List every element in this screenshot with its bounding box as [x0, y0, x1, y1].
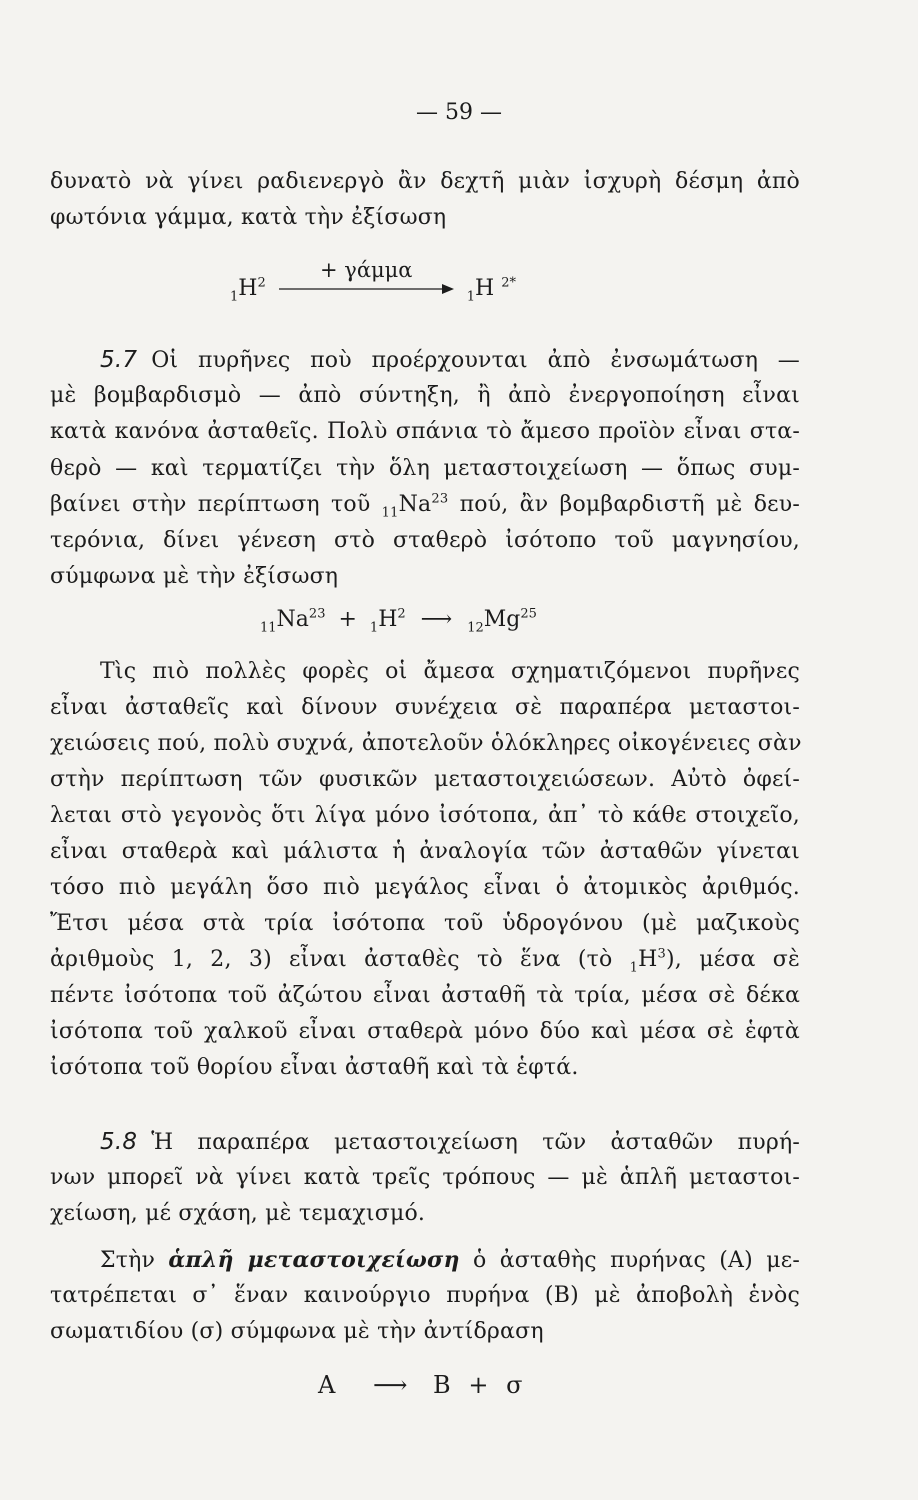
text-line: τατρέπεται σ᾽ ἕναν καινούργιο πυρήνα (Β) μὲ ἀποβολὴ ἑνὸς: [50, 1283, 800, 1308]
page-number: — 59 —: [416, 100, 502, 125]
text-line: ἰσότοπα τοῦ θορίου εἶναι ἀσταθῆ καὶ τὰ ἑφτά.: [50, 1055, 579, 1080]
text-line: κατὰ κανόνα ἀσταθεῖς. Πολὺ σπάνια τὸ ἄμεσο προϊὸν εἶναι στα-: [50, 419, 800, 444]
right-arrow-icon: ⟶: [372, 1371, 408, 1399]
text-span: πού, ἂν βομβαρδιστῆ μὲ δευ-: [459, 492, 800, 517]
text-span: βαίνει στὴν περίπτωση τοῦ: [50, 492, 371, 517]
element-symbol: Na: [398, 492, 432, 517]
text-line: Ἔτσι μέσα στὰ τρία ἰσότοπα τοῦ ὑδρογόνου (μὲ μαζικοὺς: [50, 911, 800, 936]
text-span: Στὴν: [100, 1248, 156, 1273]
element-symbol: Na: [276, 607, 309, 632]
text-span: ὁ ἀσταθὴς πυρήνας (Α) με-: [472, 1248, 800, 1273]
text-line-with-isotope: [50, 943, 800, 977]
text-line: τόσο πιὸ μεγάλη ὅσο πιὸ μεγάλος εἶναι ὁ ἀτομικὸς ἀριθμός.: [50, 875, 800, 900]
mass-number: 2: [397, 606, 406, 622]
text-span: Οἱ πυρῆνες ποὺ προέρχουνται ἀπὸ ἐνσωμάτωση —: [151, 348, 800, 373]
section-number: 5.8: [100, 1129, 138, 1155]
element-symbol: H: [378, 607, 398, 632]
atomic-number: 1: [369, 620, 379, 636]
element-symbol: Mg: [483, 607, 521, 632]
section-number: 5.7: [100, 347, 138, 373]
text-line: λεται στὸ γεγονὸς ὅτι λίγα μόνο ἰσότοπα, ἀπ᾽ τὸ κάθε στοιχεῖο,: [50, 803, 800, 828]
text-line: Τὶς πιὸ πολλὲς φορὲς οἱ ἄμεσα σχηματιζόμενοι πυρῆνες: [100, 659, 800, 684]
right-arrow-icon: ⟶: [420, 607, 453, 632]
text-line: εἶναι ἀσταθεῖς καὶ δίνουν συνέχεια σὲ παραπέρα μεταστοι-: [50, 695, 800, 720]
plus-sign: +: [468, 1371, 489, 1399]
right-arrow-icon: [279, 283, 454, 295]
text-line: χειώσεις πού, πολὺ συχνά, ἀποτελοῦν ὁλόκληρες οἰκογένειες σὰν: [50, 731, 802, 756]
atomic-number: 1: [466, 289, 476, 305]
particle-sigma: σ: [506, 1371, 523, 1399]
text-line: δυνατὸ νὰ γίνει ραδιενεργὸ ἂν δεχτῆ μιὰν ἰσχυρὴ δέσμη ἀπὸ: [50, 169, 800, 194]
mass-number: 2*: [501, 275, 516, 291]
text-line: στὴν περίπτωση τῶν φυσικῶν μεταστοιχειώσεων. Αὐτὸ ὀφεί-: [50, 767, 800, 792]
text-line: φωτόνια γάμμα, κατὰ τὴν ἐξίσωση: [50, 205, 447, 230]
mass-number: 2: [257, 275, 266, 291]
text-line: σύμφωνα μὲ τὴν ἐξίσωση: [50, 564, 339, 589]
nucleus-b: Β: [433, 1371, 451, 1399]
element-symbol: H: [475, 276, 495, 301]
nucleus-a: Α: [318, 1371, 336, 1399]
section-5-8-first-line: [100, 1125, 800, 1160]
text-line: τερόνια, δίνει γένεση στὸ σταθερὸ ἰσότοπο τοῦ μαγνησίου,: [50, 528, 800, 553]
text-line: νων μπορεῖ νὰ γίνει κατὰ τρεῖς τρόπους — μὲ ἁπλῆ μεταστοι-: [50, 1165, 800, 1190]
section-5-7-first-line: [100, 343, 800, 378]
element-symbol: H: [638, 947, 658, 972]
text-line-with-emphasis: [100, 1243, 800, 1278]
atomic-number: 1: [230, 289, 239, 305]
equation-sodium-deuteron: [260, 603, 537, 637]
text-line: σωματιδίου (σ) σύμφωνα μὲ τὴν ἀντίδραση: [50, 1319, 544, 1344]
equation-simple-transmutation: [318, 1368, 522, 1402]
plus-sign: +: [338, 607, 357, 632]
text-line: πέντε ἰσότοπα τοῦ ἀζώτου εἶναι ἀσταθῆ τὰ τρία, μέσα σὲ δέκα: [50, 983, 800, 1008]
text-span: Ἡ παραπέρα μεταστοιχείωση τῶν ἀσταθῶν πυρή-: [151, 1130, 800, 1155]
atomic-number: 1: [629, 960, 639, 976]
text-line: χείωση, μέ σχάση, μὲ τεμαχισμό.: [50, 1201, 426, 1226]
text-line-with-isotope: [50, 488, 800, 522]
equation-deuteron-gamma: [230, 258, 516, 306]
text-span: ἀριθμοὺς 1, 2, 3) εἶναι ἀσταθὲς τὸ ἕνα (τὸ: [50, 947, 613, 972]
mass-number: 3: [657, 946, 667, 962]
text-line: θερὸ — καὶ τερματίζει τὴν ὅλη μεταστοιχείωση — ὅπως συμ-: [50, 456, 800, 481]
text-line: ἰσότοπα τοῦ χαλκοῦ εἶναι σταθερὰ μόνο δύο καὶ μέσα σὲ ἑφτὰ: [50, 1019, 800, 1044]
text-span: ), μέσα σὲ: [666, 947, 800, 972]
reaction-arrow: [279, 258, 454, 299]
text-line: μὲ βομβαρδισμὸ — ἀπὸ σύντηξη, ἢ ἀπὸ ἐνεργοποίηση εἶναι: [50, 383, 800, 408]
mass-number: 23: [431, 491, 449, 507]
element-symbol: H: [238, 276, 258, 301]
mass-number: 25: [520, 606, 537, 622]
arrow-label: + γάμμα: [320, 258, 413, 282]
mass-number: 23: [308, 606, 326, 622]
atomic-number: 11: [381, 505, 399, 521]
text-line: εἶναι σταθερὰ καὶ μάλιστα ἡ ἀναλογία τῶν ἀσταθῶν γίνεται: [50, 839, 800, 864]
emphasized-term: ἁπλῆ μεταστοιχείωση: [168, 1247, 460, 1273]
atomic-number: 12: [467, 620, 484, 636]
atomic-number: 11: [260, 620, 277, 636]
